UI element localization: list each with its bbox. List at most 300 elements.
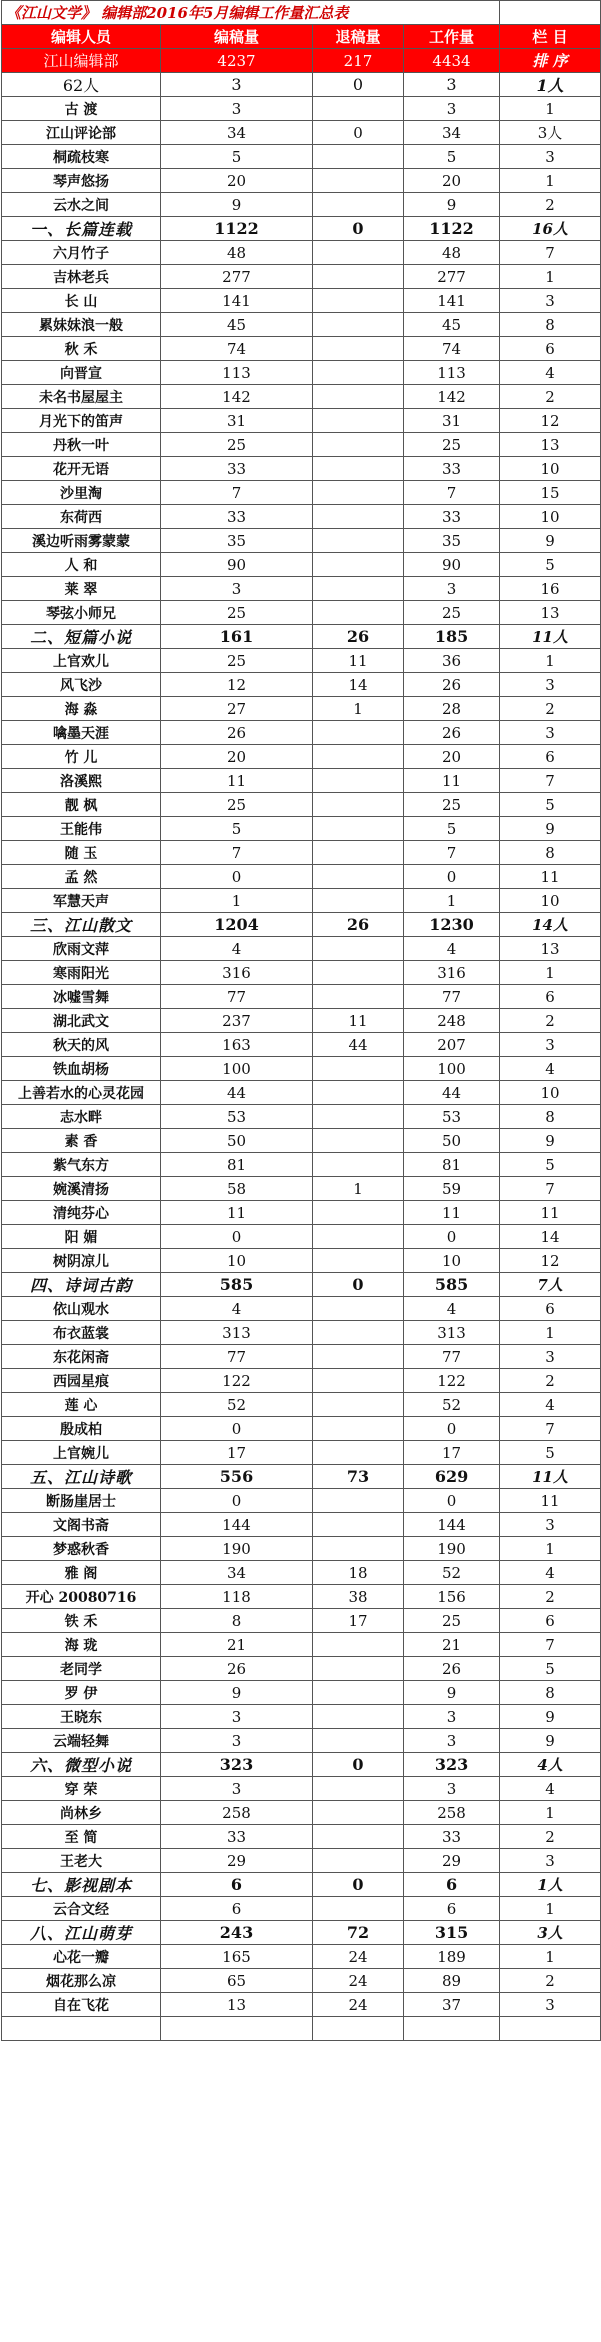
cell-rejected — [313, 241, 404, 265]
cell-rejected — [313, 193, 404, 217]
cell-rank: 3 — [500, 1513, 601, 1537]
cell-edited: 11 — [161, 1201, 313, 1225]
cell-edited: 5 — [161, 145, 313, 169]
cell-name: 上官婉儿 — [2, 1441, 161, 1465]
cell-rank: 1 — [500, 1321, 601, 1345]
table-row — [2, 1153, 601, 1177]
cell-edited: 35 — [161, 529, 313, 553]
cell-rank: 1 — [500, 1537, 601, 1561]
cell-workload: 316 — [404, 961, 500, 985]
cell-edited: 25 — [161, 793, 313, 817]
cell-workload: 53 — [404, 1105, 500, 1129]
cell-name: 洛溪熙 — [2, 769, 161, 793]
department-edited: 4237 — [161, 49, 313, 73]
cell-workload: 3 — [404, 577, 500, 601]
table-row — [2, 1993, 601, 2017]
cell-rank: 10 — [500, 457, 601, 481]
cell-workload: 48 — [404, 241, 500, 265]
cell-rejected — [313, 433, 404, 457]
table-row — [2, 505, 601, 529]
cell-workload: 52 — [404, 1561, 500, 1585]
cell-name: 云合文经 — [2, 1897, 161, 1921]
table-row — [2, 1561, 601, 1585]
cell-workload: 26 — [404, 1657, 500, 1681]
cell-edited: 77 — [161, 985, 313, 1009]
cell-rank: 6 — [500, 745, 601, 769]
cell-rank: 11 — [500, 865, 601, 889]
table-row — [2, 673, 601, 697]
cell-name: 至 简 — [2, 1825, 161, 1849]
cell-edited: 17 — [161, 1441, 313, 1465]
cell-rejected: 18 — [313, 1561, 404, 1585]
cell-rank: 2 — [500, 385, 601, 409]
cell-edited: 33 — [161, 1825, 313, 1849]
cell-edited: 118 — [161, 1585, 313, 1609]
cell-rejected: 0 — [313, 1873, 404, 1897]
cell-edited: 190 — [161, 1537, 313, 1561]
cell-edited: 7 — [161, 841, 313, 865]
table-row — [2, 265, 601, 289]
cell-rejected — [313, 1441, 404, 1465]
section-row — [2, 1921, 601, 1945]
title-blank-cell — [500, 1, 601, 25]
table-row — [2, 1537, 601, 1561]
cell-name: 长 山 — [2, 289, 161, 313]
cell-workload: 9 — [404, 193, 500, 217]
cell-name: 风飞沙 — [2, 673, 161, 697]
cell-rank: 5 — [500, 1441, 601, 1465]
header-workload: 工作量 — [404, 25, 500, 49]
table-row — [2, 169, 601, 193]
table-row — [2, 289, 601, 313]
cell-edited: 33 — [161, 505, 313, 529]
cell-workload: 189 — [404, 1945, 500, 1969]
cell-workload: 20 — [404, 169, 500, 193]
cell-rank: 7 — [500, 1177, 601, 1201]
cell-rank: 3 — [500, 145, 601, 169]
cell-name: 江山评论部 — [2, 121, 161, 145]
cell-edited: 141 — [161, 289, 313, 313]
cell-edited: 45 — [161, 313, 313, 337]
cell-rank — [500, 2017, 601, 2041]
cell-workload: 6 — [404, 1873, 500, 1897]
cell-edited: 90 — [161, 553, 313, 577]
cell-rejected — [313, 529, 404, 553]
cell-workload: 141 — [404, 289, 500, 313]
cell-name: 上官欢儿 — [2, 649, 161, 673]
table-row — [2, 1081, 601, 1105]
cell-rank: 4 — [500, 361, 601, 385]
table-row — [2, 337, 601, 361]
table-row — [2, 1729, 601, 1753]
cell-rank: 11 — [500, 1489, 601, 1513]
cell-edited: 48 — [161, 241, 313, 265]
cell-edited: 77 — [161, 1345, 313, 1369]
cell-rejected — [313, 1489, 404, 1513]
cell-name: 罗 伊 — [2, 1681, 161, 1705]
table-row — [2, 1249, 601, 1273]
cell-name: 七、影视剧本 — [2, 1873, 161, 1897]
cell-rejected: 38 — [313, 1585, 404, 1609]
header-column: 栏 目 — [500, 25, 601, 49]
cell-name: 吉林老兵 — [2, 265, 161, 289]
cell-workload: 33 — [404, 457, 500, 481]
cell-name: 琴弦小师兄 — [2, 601, 161, 625]
table-row — [2, 2017, 601, 2041]
section-row — [2, 1465, 601, 1489]
header-row — [2, 25, 601, 49]
table-row — [2, 1177, 601, 1201]
cell-rejected: 14 — [313, 673, 404, 697]
cell-rejected — [313, 937, 404, 961]
cell-edited: 27 — [161, 697, 313, 721]
cell-workload: 21 — [404, 1633, 500, 1657]
cell-rejected — [313, 457, 404, 481]
cell-workload: 17 — [404, 1441, 500, 1465]
cell-rank: 16 — [500, 577, 601, 601]
cell-workload: 3 — [404, 1777, 500, 1801]
table-row — [2, 97, 601, 121]
cell-rejected — [313, 409, 404, 433]
cell-workload: 33 — [404, 1825, 500, 1849]
cell-rejected — [313, 145, 404, 169]
cell-workload: 33 — [404, 505, 500, 529]
cell-workload: 3 — [404, 1729, 500, 1753]
cell-name: 竹 儿 — [2, 745, 161, 769]
cell-rank: 10 — [500, 889, 601, 913]
cell-name: 二、短篇小说 — [2, 625, 161, 649]
cell-rank: 4 — [500, 1057, 601, 1081]
cell-name: 开心 20080716 — [2, 1585, 161, 1609]
cell-name: 阳 媚 — [2, 1225, 161, 1249]
cell-rank: 12 — [500, 409, 601, 433]
cell-rank: 4 — [500, 1561, 601, 1585]
cell-edited: 52 — [161, 1393, 313, 1417]
cell-name: 四、诗词古韵 — [2, 1273, 161, 1297]
cell-rank: 2 — [500, 193, 601, 217]
cell-name: 未名书屋屋主 — [2, 385, 161, 409]
cell-workload: 34 — [404, 121, 500, 145]
cell-workload: 1230 — [404, 913, 500, 937]
cell-rank: 1 — [500, 169, 601, 193]
cell-rank: 8 — [500, 1105, 601, 1129]
title-row — [2, 1, 601, 25]
cell-edited: 313 — [161, 1321, 313, 1345]
table-row — [2, 361, 601, 385]
cell-rank: 11 — [500, 1201, 601, 1225]
cell-rejected — [313, 1801, 404, 1825]
cell-rank: 14 — [500, 1225, 601, 1249]
table-row — [2, 1321, 601, 1345]
cell-workload: 122 — [404, 1369, 500, 1393]
cell-edited: 0 — [161, 1225, 313, 1249]
cell-rank: 1 — [500, 1897, 601, 1921]
table-row — [2, 1441, 601, 1465]
cell-name: 文阁书斋 — [2, 1513, 161, 1537]
cell-workload: 6 — [404, 1897, 500, 1921]
cell-name: 五、江山诗歌 — [2, 1465, 161, 1489]
cell-rank: 6 — [500, 1297, 601, 1321]
cell-rank: 3 — [500, 673, 601, 697]
cell-rank: 3人 — [500, 1921, 601, 1945]
cell-rejected: 72 — [313, 1921, 404, 1945]
table-row — [2, 1657, 601, 1681]
cell-rejected — [313, 361, 404, 385]
cell-rank: 9 — [500, 1729, 601, 1753]
section-row — [2, 1753, 601, 1777]
cell-edited: 237 — [161, 1009, 313, 1033]
department-rank-label: 排 序 — [500, 49, 601, 73]
cell-edited: 9 — [161, 193, 313, 217]
cell-rejected — [313, 1153, 404, 1177]
cell-name: 依山观水 — [2, 1297, 161, 1321]
cell-rank: 7 — [500, 769, 601, 793]
cell-edited: 4 — [161, 1297, 313, 1321]
count-workload: 3 — [404, 73, 500, 97]
cell-workload: 156 — [404, 1585, 500, 1609]
cell-name: 琴声悠扬 — [2, 169, 161, 193]
cell-workload: 142 — [404, 385, 500, 409]
table-row — [2, 577, 601, 601]
cell-workload: 315 — [404, 1921, 500, 1945]
cell-rejected — [313, 1513, 404, 1537]
cell-workload — [404, 2017, 500, 2041]
cell-rank: 3 — [500, 1033, 601, 1057]
cell-rejected: 24 — [313, 1993, 404, 2017]
cell-rejected — [313, 1105, 404, 1129]
cell-edited: 1 — [161, 889, 313, 913]
cell-workload: 1 — [404, 889, 500, 913]
cell-edited: 12 — [161, 673, 313, 697]
cell-edited: 316 — [161, 961, 313, 985]
cell-rank: 1 — [500, 961, 601, 985]
cell-rejected — [313, 289, 404, 313]
cell-rank: 11人 — [500, 1465, 601, 1489]
cell-workload: 277 — [404, 265, 500, 289]
count-rejected: 0 — [313, 73, 404, 97]
cell-workload: 20 — [404, 745, 500, 769]
cell-edited: 122 — [161, 1369, 313, 1393]
cell-edited: 258 — [161, 1801, 313, 1825]
table-row — [2, 409, 601, 433]
cell-name: 军慧天声 — [2, 889, 161, 913]
table-row — [2, 937, 601, 961]
cell-name: 一、长篇连载 — [2, 217, 161, 241]
cell-edited: 50 — [161, 1129, 313, 1153]
cell-workload: 29 — [404, 1849, 500, 1873]
cell-rejected — [313, 2017, 404, 2041]
cell-workload: 1122 — [404, 217, 500, 241]
cell-edited: 58 — [161, 1177, 313, 1201]
count-edited: 3 — [161, 73, 313, 97]
cell-edited: 81 — [161, 1153, 313, 1177]
cell-workload: 258 — [404, 1801, 500, 1825]
cell-rejected — [313, 169, 404, 193]
cell-workload: 5 — [404, 817, 500, 841]
cell-rejected: 44 — [313, 1033, 404, 1057]
table-row — [2, 145, 601, 169]
cell-rank: 2 — [500, 697, 601, 721]
cell-rejected — [313, 1321, 404, 1345]
cell-rank: 1 — [500, 97, 601, 121]
cell-workload: 36 — [404, 649, 500, 673]
table-row — [2, 1513, 601, 1537]
table-row — [2, 1297, 601, 1321]
cell-name: 桐疏枝寒 — [2, 145, 161, 169]
cell-edited: 29 — [161, 1849, 313, 1873]
cell-workload: 74 — [404, 337, 500, 361]
cell-rank: 4 — [500, 1777, 601, 1801]
table-row — [2, 1681, 601, 1705]
table-row — [2, 1033, 601, 1057]
cell-rejected — [313, 745, 404, 769]
cell-edited: 556 — [161, 1465, 313, 1489]
cell-rank: 11人 — [500, 625, 601, 649]
cell-workload: 37 — [404, 1993, 500, 2017]
table-row — [2, 1201, 601, 1225]
cell-name: 布衣蓝裳 — [2, 1321, 161, 1345]
cell-name: 噙墨天涯 — [2, 721, 161, 745]
cell-workload: 0 — [404, 865, 500, 889]
cell-rejected: 11 — [313, 1009, 404, 1033]
table-row — [2, 1897, 601, 1921]
cell-edited: 4 — [161, 937, 313, 961]
cell-name: 东荷西 — [2, 505, 161, 529]
table-row — [2, 1849, 601, 1873]
table-row — [2, 1057, 601, 1081]
table-row — [2, 193, 601, 217]
cell-rejected: 73 — [313, 1465, 404, 1489]
cell-rank: 8 — [500, 1681, 601, 1705]
table-row — [2, 1705, 601, 1729]
cell-name: 烟花那么凉 — [2, 1969, 161, 1993]
cell-workload: 25 — [404, 793, 500, 817]
cell-edited: 25 — [161, 649, 313, 673]
cell-rank: 13 — [500, 937, 601, 961]
cell-edited: 65 — [161, 1969, 313, 1993]
cell-edited: 6 — [161, 1897, 313, 1921]
cell-name: 花开无语 — [2, 457, 161, 481]
cell-workload: 25 — [404, 601, 500, 625]
cell-edited: 3 — [161, 1705, 313, 1729]
cell-name: 清纯芬心 — [2, 1201, 161, 1225]
cell-workload: 35 — [404, 529, 500, 553]
cell-workload: 4 — [404, 1297, 500, 1321]
cell-name: 王晓东 — [2, 1705, 161, 1729]
cell-workload: 45 — [404, 313, 500, 337]
cell-rank: 1 — [500, 265, 601, 289]
cell-rejected — [313, 97, 404, 121]
table-row — [2, 769, 601, 793]
cell-workload: 9 — [404, 1681, 500, 1705]
cell-name: 云端轻舞 — [2, 1729, 161, 1753]
cell-rank: 13 — [500, 433, 601, 457]
cell-rank: 1人 — [500, 1873, 601, 1897]
cell-workload: 25 — [404, 433, 500, 457]
cell-rejected — [313, 1129, 404, 1153]
table-row — [2, 721, 601, 745]
cell-workload: 31 — [404, 409, 500, 433]
cell-rank: 6 — [500, 1609, 601, 1633]
cell-rejected — [313, 1081, 404, 1105]
cell-rejected — [313, 1633, 404, 1657]
cell-edited: 585 — [161, 1273, 313, 1297]
cell-edited: 323 — [161, 1753, 313, 1777]
table-row — [2, 1489, 601, 1513]
cell-rank: 6 — [500, 337, 601, 361]
cell-rejected — [313, 841, 404, 865]
cell-rejected — [313, 505, 404, 529]
cell-edited: 0 — [161, 1417, 313, 1441]
cell-workload: 585 — [404, 1273, 500, 1297]
cell-edited: 3 — [161, 1777, 313, 1801]
table-row — [2, 529, 601, 553]
cell-edited: 34 — [161, 1561, 313, 1585]
cell-rejected — [313, 1897, 404, 1921]
cell-rank: 1 — [500, 1945, 601, 1969]
section-row — [2, 913, 601, 937]
cell-workload: 0 — [404, 1417, 500, 1441]
table-row — [2, 433, 601, 457]
cell-rejected — [313, 481, 404, 505]
cell-rejected — [313, 1345, 404, 1369]
cell-edited: 53 — [161, 1105, 313, 1129]
cell-rank: 10 — [500, 1081, 601, 1105]
table-row — [2, 481, 601, 505]
cell-name: 孟 然 — [2, 865, 161, 889]
cell-workload: 113 — [404, 361, 500, 385]
cell-name: 婉溪清扬 — [2, 1177, 161, 1201]
cell-edited: 10 — [161, 1249, 313, 1273]
cell-rejected: 1 — [313, 1177, 404, 1201]
cell-name: 雅 阁 — [2, 1561, 161, 1585]
cell-edited: 20 — [161, 169, 313, 193]
cell-rejected: 24 — [313, 1969, 404, 1993]
cell-rejected: 1 — [313, 697, 404, 721]
table-row — [2, 1825, 601, 1849]
cell-edited: 9 — [161, 1681, 313, 1705]
cell-rejected — [313, 1681, 404, 1705]
table-body — [2, 97, 601, 2041]
table-row — [2, 457, 601, 481]
cell-rank: 9 — [500, 529, 601, 553]
cell-rejected — [313, 553, 404, 577]
table-row — [2, 1345, 601, 1369]
cell-rank: 10 — [500, 505, 601, 529]
cell-edited: 142 — [161, 385, 313, 409]
cell-workload: 77 — [404, 985, 500, 1009]
department-name: 江山编辑部 — [2, 49, 161, 73]
cell-edited: 0 — [161, 865, 313, 889]
cell-edited: 3 — [161, 1729, 313, 1753]
cell-rejected: 24 — [313, 1945, 404, 1969]
cell-rank: 8 — [500, 313, 601, 337]
cell-rank: 2 — [500, 1585, 601, 1609]
cell-rejected — [313, 1057, 404, 1081]
cell-rank: 7 — [500, 1417, 601, 1441]
cell-rejected — [313, 337, 404, 361]
cell-rank: 2 — [500, 1369, 601, 1393]
cell-workload: 3 — [404, 97, 500, 121]
cell-workload: 44 — [404, 1081, 500, 1105]
table-row — [2, 553, 601, 577]
cell-name: 欣雨文萍 — [2, 937, 161, 961]
cell-rank: 5 — [500, 793, 601, 817]
cell-edited: 3 — [161, 577, 313, 601]
workload-summary-table — [1, 0, 601, 2041]
cell-rejected — [313, 1849, 404, 1873]
cell-rejected — [313, 1201, 404, 1225]
